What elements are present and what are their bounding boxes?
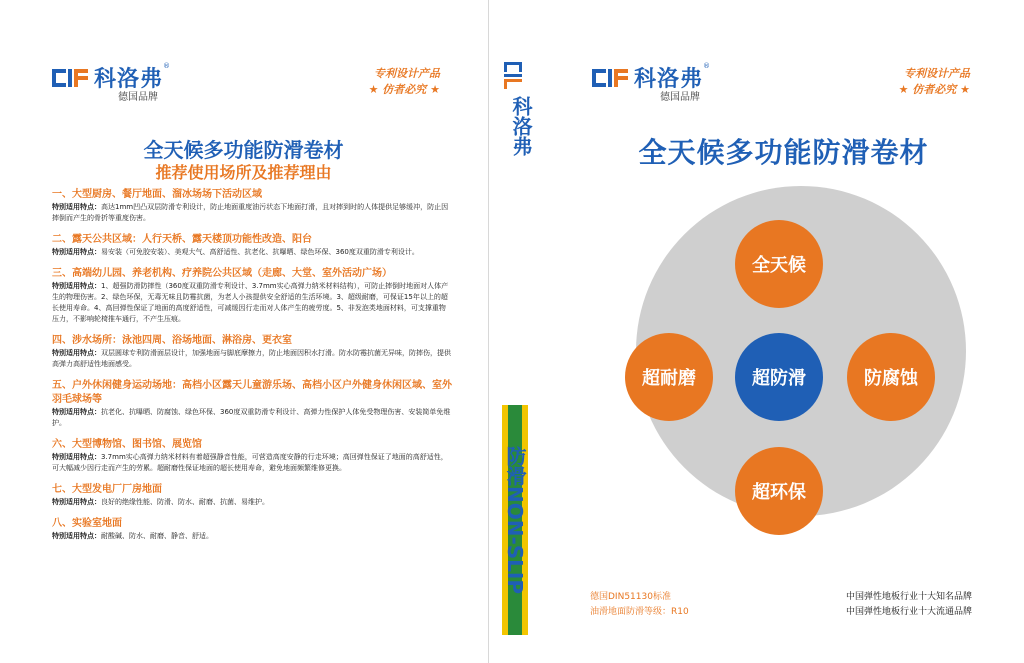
feature-center: 超防滑 (735, 333, 823, 421)
usage-sections (52, 188, 452, 551)
spine-brand: 科洛弗 (509, 96, 533, 156)
section-heading: 二、露天公共区域：人行天桥、露天楼顶功能性改造、阳台 (52, 234, 312, 245)
back-cover (0, 0, 487, 663)
section-heading: 五、户外休闲健身运动场地：高档小区露天儿童游乐场、高档小区户外健身休闲区域、室外羽毛球场等 (52, 380, 452, 405)
section-item (52, 438, 452, 474)
registered-mark: ® (163, 62, 171, 70)
section-body: 特别适用特点：良好的绝缘性能、防滑、防水、耐磨、抗菌、易维护。 (52, 498, 269, 506)
section-item (52, 517, 452, 542)
section-item (52, 188, 452, 224)
section-body: 特别适用特点：高达1mm凹凸双层防滑专利设计，防止地面重度油污状态下地面打滑，且对摔到时的人体提供足够缓冲，防止因摔倒而产生的骨折等重度伤害。 (52, 203, 449, 222)
registered-mark: ® (703, 62, 711, 70)
section-item (52, 483, 452, 508)
feature-bottom: 超环保 (735, 447, 823, 535)
feature-top: 全天候 (735, 220, 823, 308)
patent-line1: 专利设计产品 (904, 67, 970, 80)
brand-name: 科洛弗 (634, 67, 704, 92)
feature-left: 超耐磨 (625, 333, 713, 421)
patent-line1: 专利设计产品 (374, 67, 440, 80)
section-body: 特别适用特点：易安装（可免胶安装）、美观大气、高舒适性、抗老化、抗曝晒、绿色环保、360度双重防滑专利设计。 (52, 248, 419, 256)
section-body: 特别适用特点：耐酸碱、防水、耐磨、静音、舒适。 (52, 532, 213, 540)
section-item (52, 379, 452, 429)
brand-name: 科洛弗 (94, 67, 164, 92)
standard-info (590, 590, 689, 620)
spine-product: 防滑NON-SLIP (503, 445, 527, 595)
section-heading: 三、高端幼儿园、养老机构、疗养院公共区域（走廊、大堂、室外活动广场） (52, 268, 392, 279)
front-title: 全天候多功能防滑卷材 (638, 136, 929, 169)
section-heading: 八、实验室地面 (52, 518, 122, 529)
brand-awards (846, 590, 972, 620)
section-body: 特别适用特点：3.7mm实心高弹力纳米材料有着超强静音性能，可营造高度安静的行走环境；高回弹性保证了地面的高舒适性，可大幅减少因行走而产生的劳累。超耐磨性保证地面的超长使用寿命，避免地面频繁维修更换。 (52, 453, 448, 472)
section-item (52, 267, 452, 325)
patent-notice (880, 66, 970, 98)
section-body: 特别适用特点：双层圆球专利防滑面层设计，加强地面与脚底摩擦力，防止地面因积水打滑。防水防霉抗菌无异味，防摔伤，提供高弹力高舒适性地面感受。 (52, 349, 451, 368)
section-item (52, 233, 452, 258)
standard-line: 油滑地面防滑等级：R10 (590, 607, 689, 617)
section-heading: 七、大型发电厂厂房地面 (52, 484, 162, 495)
feature-right: 防腐蚀 (847, 333, 935, 421)
left-title: 全天候多功能防滑卷材 (143, 138, 344, 162)
patent-notice (355, 66, 440, 98)
spine-logo-icon (504, 62, 522, 89)
section-item (52, 334, 452, 370)
section-heading: 一、大型厨房、餐厅地面、溜冰场场下活动区域 (52, 189, 262, 200)
section-heading: 四、涉水场所：泳池四周、浴场地面、淋浴房、更衣室 (52, 335, 292, 346)
section-body: 特别适用特点：1、超强防滑防摔性（360度双重防滑专利设计、3.7mm实心高弹力纳米材料结构），可防止摔倒时地面对人体产生的物理伤害。2、绿色环保，无毒无味且防霉抗菌，为老人小孩提供安全舒适的生活环境。3、超级耐磨，可保证15年以上的超长使用寿命。4、高回弹性保证了地面的高度舒适性，可减缓因行走而对人体产生的疲劳度。5、非发泡类地面材料，可支撑重物压力，不影响轮椅推车通行，不产生压痕。 (52, 282, 449, 323)
patent-line2: ★ 仿者必究 ★ (898, 83, 970, 96)
section-heading: 六、大型博物馆、图书馆、展览馆 (52, 439, 202, 450)
award-line: 中国弹性地板行业十大流通品牌 (845, 607, 972, 617)
brand-tagline: 德国品牌 (118, 92, 158, 103)
patent-line2: ★ 仿者必究 ★ (368, 83, 440, 96)
brand-tagline: 德国品牌 (660, 92, 700, 103)
logo-mark-icon (52, 69, 88, 87)
section-body: 特别适用特点：抗老化、抗曝晒、防腐蚀、绿色环保、360度双重防滑专利设计、高弹力性保护人体免受物理伤害、安装简单免维护。 (52, 408, 451, 427)
left-subtitle: 推荐使用场所及推荐理由 (155, 163, 332, 182)
logo-mark-icon (592, 69, 628, 87)
standard-line: 德国DIN51130标准 (590, 592, 671, 602)
award-line: 中国弹性地板行业十大知名品牌 (845, 592, 972, 602)
